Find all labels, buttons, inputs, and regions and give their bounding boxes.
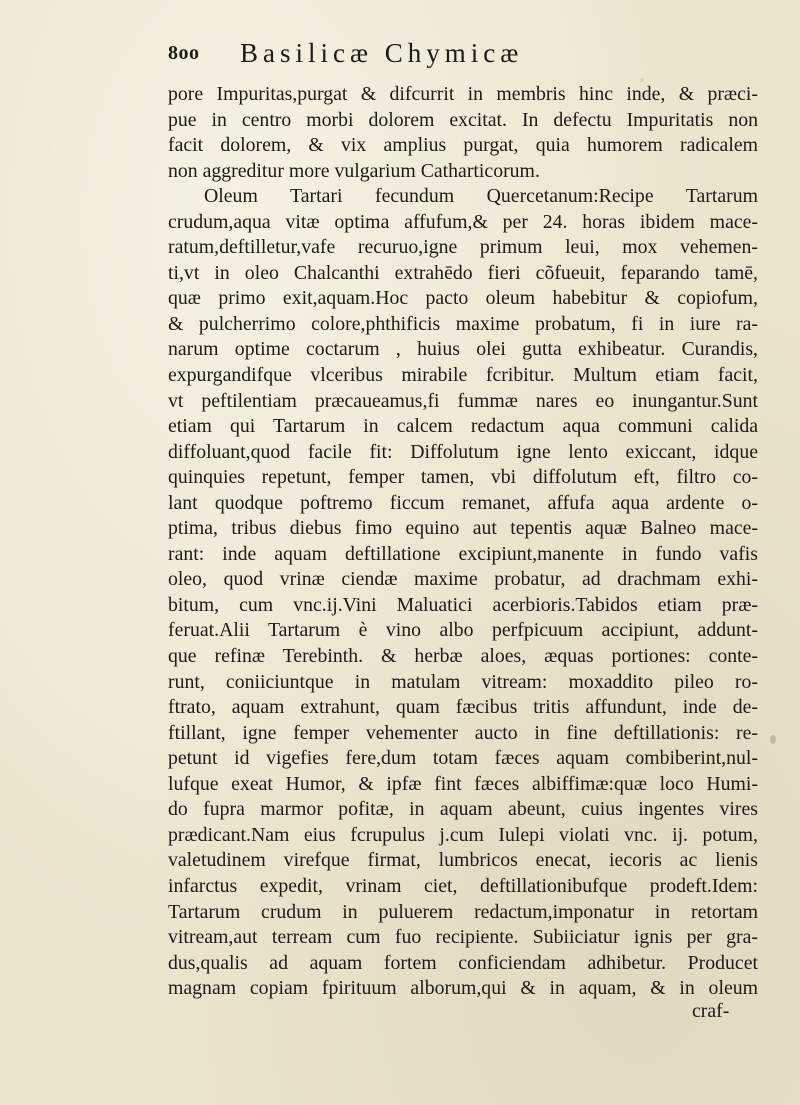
ink-blot bbox=[640, 78, 644, 82]
text-line: non aggreditur more vulgarium Catharticorum. bbox=[168, 159, 540, 182]
text-line: facit dolorem, & vix amplius purgat, quia humorem radicalem bbox=[168, 134, 758, 157]
ink-blot bbox=[770, 735, 776, 744]
text-line: crudum,aqua vitæ optima affufum,& per 24. horas ibidem mace- bbox=[168, 210, 758, 233]
text-line: prædicant.Nam eius fcrupulus j.cum Iulepi violati vnc. ij. potum, bbox=[168, 823, 758, 846]
text-line: & pulcherrimo colore,phthificis maxime probatum, fi in iure ra- bbox=[168, 312, 758, 335]
text-line: do fupra marmor pofitæ, in aquam abeunt, cuius ingentes vires bbox=[168, 798, 758, 821]
text-line: oleo, quod vrinæ ciendæ maxime probatur, ad drachmam exhi- bbox=[168, 568, 758, 591]
text-line: expurgandifque vlceribus mirabile fcribitur. Multum etiam facit, bbox=[168, 364, 758, 387]
text-line: petunt id vigefies fere,dum totam fæces aquam combiberint,nul- bbox=[168, 747, 758, 770]
text-line: vt peftilentiam præcaueamus,fi fummæ nares eo inungantur.Sunt bbox=[168, 389, 758, 412]
text-line: diffoluant,quod facile fit: Diffolutum igne lento exiccant, idque bbox=[168, 440, 758, 463]
text-line: feruat.Alii Tartarum è vino albo perfpicuum accipiunt, addunt- bbox=[168, 619, 758, 642]
text-line: pore Impuritas,purgat & difcurrit in membris hinc inde, & præci- bbox=[168, 83, 758, 105]
text-line: narum optime coctarum , huius olei gutta exhibeatur. Curandis, bbox=[168, 338, 758, 361]
text-line: infarctus expedit, vrinam ciet, deftillationibufque prodeft.Idem: bbox=[168, 874, 758, 897]
text-line: vitream,aut terream cum fuo recipiente. Subiiciatur ignis per gra- bbox=[168, 926, 758, 949]
text-line: runt, coniiciuntque in matulam vitream: moxaddito pileo ro- bbox=[168, 670, 758, 693]
text-line: etiam qui Tartarum in calcem redactum aqua communi calida bbox=[168, 415, 758, 438]
text-line: quæ primo exit,aquam.Hoc pacto oleum habebitur & copiofum, bbox=[168, 287, 758, 310]
text-line: lufque exeat Humor, & ipfæ fint fæces albiffimæ:quæ loco Humi- bbox=[168, 772, 758, 795]
running-head: Basilicæ Chymicæ bbox=[240, 38, 524, 68]
text-line: ptima, tribus diebus fimo equino aut tepentis aquæ Balneo mace- bbox=[168, 517, 758, 540]
text-line: que refinæ Terebinth. & herbæ aloes, æquas portiones: conte- bbox=[168, 645, 758, 668]
text-line: valetudinem virefque firmat, lumbricos enecat, iecoris ac lienis bbox=[168, 849, 758, 872]
text-line: magnam copiam fpirituum alborum,qui & in aquam, & in oleum bbox=[168, 977, 758, 1000]
text-line: ftrato, aquam extrahunt, quam fæcibus tritis affundunt, inde de- bbox=[168, 696, 758, 719]
text-line: ti,vt in oleo Chalcanthi extrahēdo fieri cõfueuit, feparando tamē, bbox=[168, 261, 758, 284]
body-text bbox=[168, 82, 758, 1002]
text-line: pue in centro morbi dolorem excitat. In defectu Impuritatis non bbox=[168, 108, 758, 131]
text-line: ratum,deftilletur,vafe recuruo,igne primum leui, mox vehemen- bbox=[168, 236, 758, 259]
page-header bbox=[168, 38, 758, 78]
text-line: quinquies repetunt, femper tamen, vbi diffolutum eft, filtro co- bbox=[168, 466, 758, 489]
text-line: Tartarum crudum in puluerem redactum,imponatur in retortam bbox=[168, 900, 758, 923]
page-number: 8oo bbox=[168, 42, 200, 64]
text-line: dus,qualis ad aquam fortem conficiendam adhibetur. Producet bbox=[168, 951, 758, 974]
text-line: ftillant, igne femper vehementer aucto in fine deftillationis: re- bbox=[168, 721, 758, 744]
catchword: craf- bbox=[692, 1000, 730, 1022]
text-line: Oleum Tartari fecundum Quercetanum:Recipe Tartarum bbox=[204, 185, 758, 208]
text-line: bitum, cum vnc.ij.Vini Maluatici acerbioris.Tabidos etiam præ- bbox=[168, 593, 758, 616]
text-line: lant quodque poftremo ficcum remanet, affufa aqua ardente o- bbox=[168, 491, 758, 514]
text-line: rant: inde aquam deftillatione excipiunt,manente in fundo vafis bbox=[168, 542, 758, 565]
